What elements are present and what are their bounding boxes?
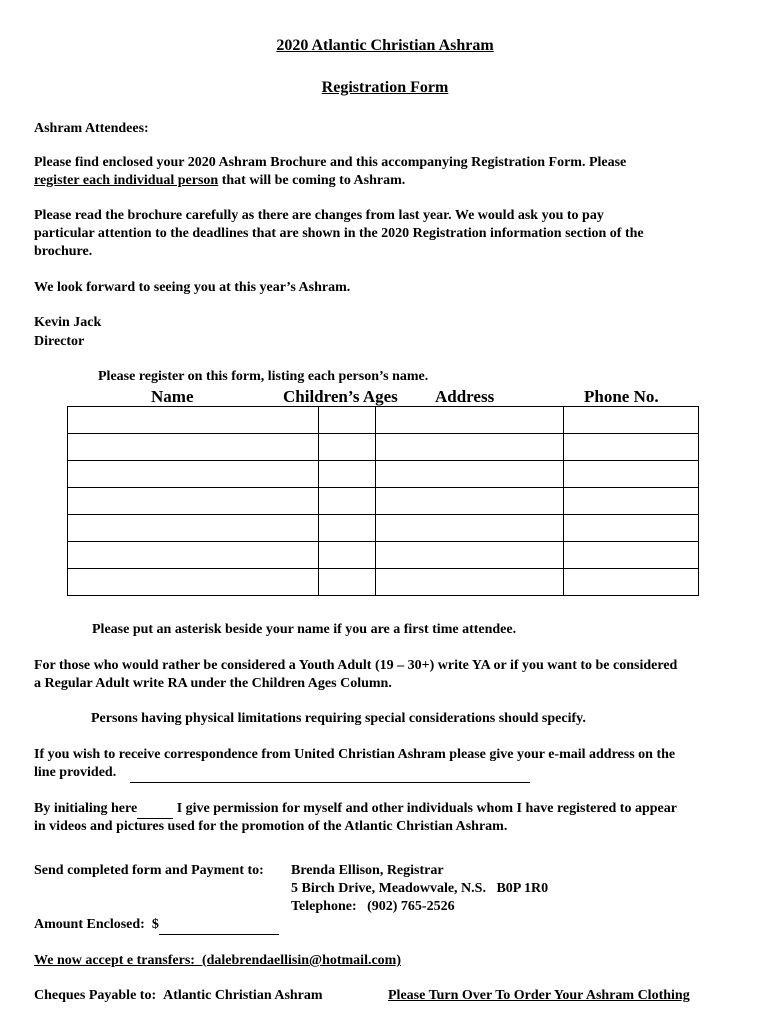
children-ages-cell[interactable] [319, 569, 376, 596]
form-subtitle: Registration Form [321, 79, 449, 96]
address-cell[interactable] [376, 461, 564, 488]
column-header-children-ages: Children’s Ages [283, 387, 398, 406]
youth-adult-note-line-1: For those who would rather be considered a Youth Adult (19 – 30+) write YA or if you want to be considered [34, 658, 678, 673]
form-title: 2020 Atlantic Christian Ashram [276, 37, 494, 54]
address-cell[interactable] [376, 488, 564, 515]
brochure-paragraph-line-2: particular attention to the deadlines that are shown in the 2020 Registration information section of the [34, 226, 644, 241]
name-cell[interactable] [68, 434, 319, 461]
cheques-payable: Cheques Payable to: Atlantic Christian Ashram [34, 988, 323, 1003]
email-note-line-2 [34, 764, 530, 783]
registrar-telephone: Telephone: (902) 765-2526 [291, 899, 455, 914]
phone-cell[interactable] [564, 569, 699, 596]
name-cell[interactable] [68, 461, 319, 488]
address-cell[interactable] [376, 515, 564, 542]
initial-field[interactable] [137, 800, 173, 819]
address-cell[interactable] [376, 434, 564, 461]
amount-enclosed [34, 916, 279, 935]
table-row [68, 569, 699, 596]
name-cell[interactable] [68, 407, 319, 434]
children-ages-cell[interactable] [319, 488, 376, 515]
turn-over-note: Please Turn Over To Order Your Ashram Clothing [388, 988, 690, 1003]
amount-label: Amount Enclosed: $ [34, 917, 159, 932]
column-header-address: Address [435, 387, 495, 406]
email-note-label: line provided. [34, 765, 117, 780]
address-cell[interactable] [376, 542, 564, 569]
table-row [68, 488, 699, 515]
address-cell[interactable] [376, 407, 564, 434]
registration-table [67, 406, 699, 596]
send-to-label: Send completed form and Payment to: [34, 863, 264, 878]
table-row [68, 407, 699, 434]
amount-field[interactable] [159, 916, 279, 935]
children-ages-cell[interactable] [319, 542, 376, 569]
brochure-paragraph-line-3: brochure. [34, 244, 93, 259]
name-cell[interactable] [68, 569, 319, 596]
initial-note-line-2: in videos and pictures used for the promotion of the Atlantic Christian Ashram. [34, 819, 508, 834]
youth-adult-note-line-2: a Regular Adult write RA under the Children Ages Column. [34, 676, 392, 691]
table-row [68, 515, 699, 542]
initial-label: By initialing here [34, 801, 138, 816]
email-field[interactable] [130, 764, 530, 783]
children-ages-cell[interactable] [319, 461, 376, 488]
register-emphasis: register each individual person [34, 173, 219, 188]
signer-name: Kevin Jack [34, 315, 102, 330]
children-ages-cell[interactable] [319, 434, 376, 461]
intro-paragraph-rest: that will be coming to Ashram. [218, 173, 406, 188]
children-ages-cell[interactable] [319, 515, 376, 542]
table-row [68, 461, 699, 488]
phone-cell[interactable] [564, 542, 699, 569]
email-note-line-1: If you wish to receive correspondence from United Christian Ashram please give your e-mail address on the [34, 747, 676, 762]
initial-note-rest: I give permission for myself and other individuals whom I have registered to appear [173, 801, 677, 816]
intro-paragraph-line-2 [34, 172, 405, 190]
phone-cell[interactable] [564, 407, 699, 434]
table-row [68, 542, 699, 569]
phone-cell[interactable] [564, 515, 699, 542]
children-ages-cell[interactable] [319, 407, 376, 434]
brochure-paragraph-line-1: Please read the brochure carefully as there are changes from last year. We would ask you to pay [34, 208, 604, 223]
column-header-name: Name [151, 387, 194, 406]
table-instruction: Please register on this form, listing each person’s name. [98, 369, 429, 384]
name-cell[interactable] [68, 542, 319, 569]
column-header-phone: Phone No. [584, 387, 659, 406]
registrar-name: Brenda Ellison, Registrar [291, 863, 444, 878]
phone-cell[interactable] [564, 488, 699, 515]
registrar-address: 5 Birch Drive, Meadowvale, N.S. B0P 1R0 [291, 881, 549, 896]
phone-cell[interactable] [564, 461, 699, 488]
limitations-note: Persons having physical limitations requiring special considerations should specify. [91, 711, 586, 726]
initial-note-line-1 [34, 800, 677, 819]
phone-cell[interactable] [564, 434, 699, 461]
intro-paragraph-line-1: Please find enclosed your 2020 Ashram Brochure and this accompanying Registration Form. Please [34, 155, 627, 170]
etransfer-note: We now accept e transfers: (dalebrendaellisin@hotmail.com) [34, 953, 401, 968]
salutation: Ashram Attendees: [34, 121, 149, 136]
asterisk-note: Please put an asterisk beside your name if you are a first time attendee. [92, 622, 517, 637]
name-cell[interactable] [68, 515, 319, 542]
closing-line: We look forward to seeing you at this year’s Ashram. [34, 280, 351, 295]
name-cell[interactable] [68, 488, 319, 515]
signer-title: Director [34, 334, 85, 349]
table-row [68, 434, 699, 461]
address-cell[interactable] [376, 569, 564, 596]
